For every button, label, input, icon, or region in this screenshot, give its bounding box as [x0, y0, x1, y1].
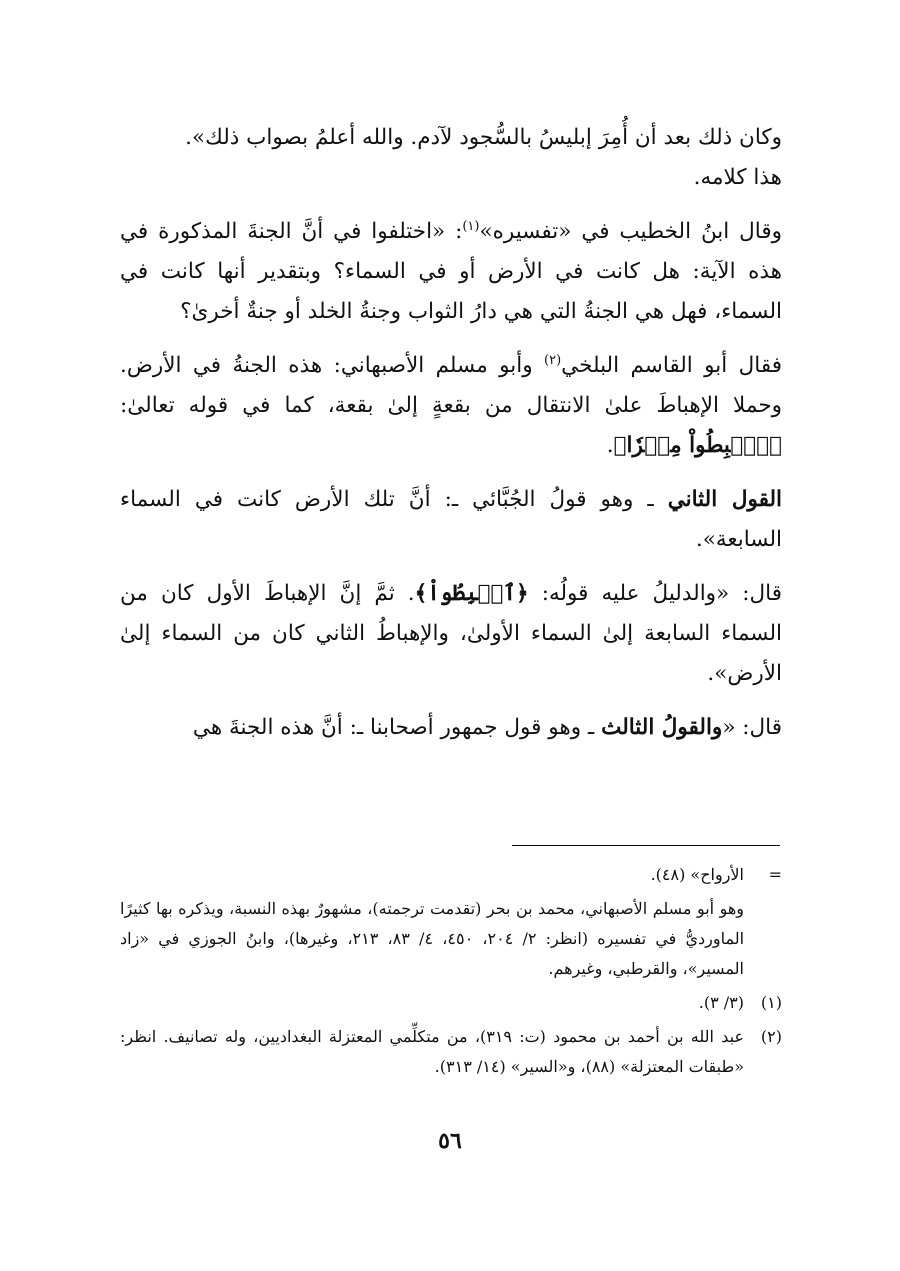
footnote-text: عبد الله بن أحمد بن محمود (ت: ٣١٩)، من متكلِّمي المعتزلة البغداديين، وله تصانيف. انظر: «طبقات المعتزلة» (٨٨)، و«السير» (١٤/ ٣١٣). — [120, 1027, 744, 1076]
paragraph-1 — [120, 118, 782, 158]
footnote-divider — [512, 845, 780, 846]
footnote-marker: = — [768, 865, 782, 884]
paragraph-text: ـ وهو قولُ الجُبَّائي ـ: أنَّ تلك الأرض كانت في السماء السابعة». — [120, 487, 782, 552]
paragraph-5 — [120, 574, 782, 694]
quran-quote: ﴿ٱهۡبِطُواْ مِصۡرٗا﴾ — [613, 433, 782, 458]
paragraph-6 — [120, 708, 782, 748]
paragraph-text: فقال أبو القاسم البلخي — [561, 353, 782, 378]
footnotes — [120, 860, 782, 1082]
paragraph-4 — [120, 480, 782, 560]
paragraph-3 — [120, 346, 782, 466]
footnote-marker: (٢) — [760, 1027, 782, 1046]
footnote-text: وهو أبو مسلم الأصبهاني، محمد بن بحر (تقدمت ترجمته)، مشهورٌ بهذه النسبة، ويذكره بها كثيرًا الماورديُّ في تفسيره (انظر: ٢/ ٢٠٤، ٤٥٠، ٤/ ٨٣، ٢١٣، وغيرها)، وابنُ الجوزي في «زاد المسير»، والقرطبي، وغيرهم. — [120, 899, 745, 978]
footnote-ref-1[interactable]: (١) — [462, 219, 480, 234]
paragraph-text: هذا كلامه. — [693, 165, 782, 190]
paragraph-text: ـ وهو قول جمهور أصحابنا ـ: أنَّ هذه الجنةَ هي — [192, 715, 602, 740]
footnote — [120, 860, 782, 890]
paragraph-text: . ثمَّ إنَّ الإهباطَ الأول كان من السماء السابعة إلىٰ السماء الأولىٰ، والإهباطُ الثاني كان من السماء إلىٰ الأرض». — [120, 581, 782, 686]
footnote-ref-2[interactable]: (٢) — [544, 353, 562, 368]
quran-quote: ﴿ٱهۡبِطُواْ﴾ — [414, 581, 529, 606]
footnote-text: (٣/ ٣). — [698, 993, 744, 1012]
footnote-text: الأرواح» (٤٨). — [650, 865, 744, 884]
paragraph-text: وكان ذلك بعد أن أُمِرَ إبليسُ بالسُّجود لآدم. والله أعلمُ بصواب ذلك». — [185, 125, 782, 150]
paragraph-text: وأبو مسلم الأصبهاني: هذه الجنةُ في الأرض. وحملا الإهباطَ علىٰ الانتقال من بقعةٍ إلىٰ بقعة، كما في قوله تعالىٰ: — [120, 353, 782, 418]
footnote — [120, 894, 782, 984]
footnote — [120, 988, 782, 1018]
main-text — [120, 118, 782, 748]
page-number: ٥٦ — [438, 1128, 462, 1154]
footnote-marker: (١) — [760, 993, 782, 1012]
paragraph-2 — [120, 212, 782, 332]
section-label: القول الثاني — [667, 487, 782, 512]
paragraph-text: قال: «والدليلُ عليه قولُه: — [528, 581, 782, 606]
paragraph-text: وقال ابنُ الخطيب في «تفسيره» — [479, 219, 782, 244]
paragraph-1-continued — [120, 158, 782, 198]
section-label: والقولُ الثالث — [601, 715, 723, 740]
paragraph-text: : «اختلفوا في أنَّ الجنةَ المذكورة في هذه الآية: هل كانت في الأرض أو في السماء؟ وبتقدير أنها كانت في السماء، فهل هي الجنةُ التي هي دارُ الثواب وجنةُ الخلد أو جنةٌ أخرىٰ؟ — [120, 219, 782, 324]
footnote — [120, 1022, 782, 1082]
paragraph-text: قال: « — [722, 715, 782, 740]
paragraph-text: . — [606, 433, 614, 458]
